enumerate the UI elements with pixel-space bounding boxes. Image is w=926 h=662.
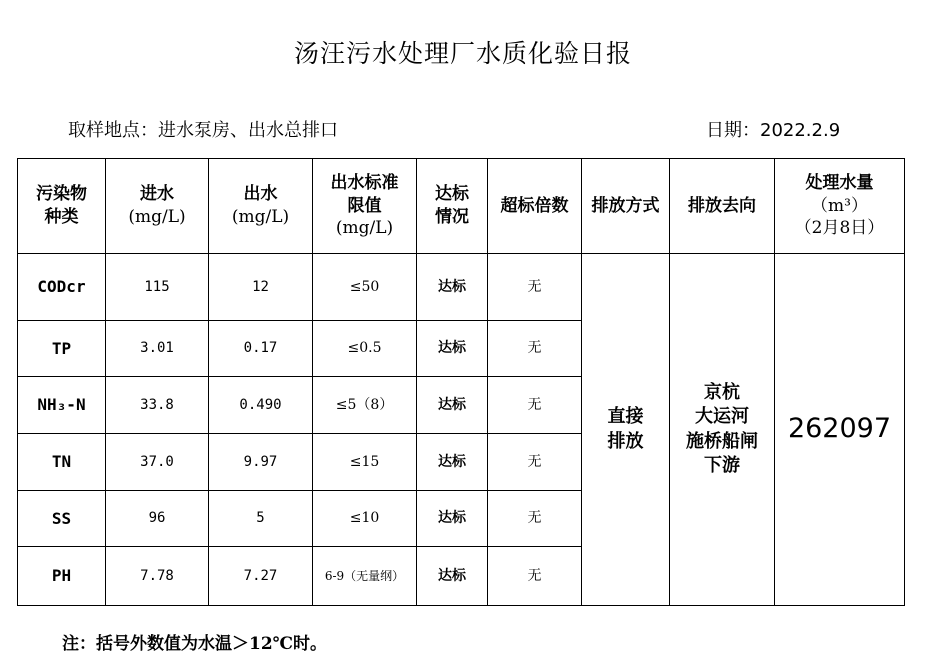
header-discharge-dest: 排放去向 xyxy=(670,159,775,254)
header-outflow: 出水 (mg/L) xyxy=(209,159,313,254)
footnote: 注：括号外数值为水温＞12℃时。 xyxy=(62,634,328,654)
header-exceed: 超标倍数 xyxy=(488,159,582,254)
inflow-value: 7.78 xyxy=(106,547,209,606)
compliance-status: 达标 xyxy=(417,547,488,606)
outflow-value: 9.97 xyxy=(209,434,313,491)
pollutant-name: SS xyxy=(18,491,106,547)
inflow-value: 37.0 xyxy=(106,434,209,491)
limit-value: ≤15 xyxy=(313,434,417,491)
pollutant-name: CODcr xyxy=(18,254,106,321)
limit-value: ≤0.5 xyxy=(313,321,417,377)
compliance-status: 达标 xyxy=(417,377,488,434)
compliance-status: 达标 xyxy=(417,254,488,321)
header-pollutant: 污染物 种类 xyxy=(18,159,106,254)
inflow-value: 96 xyxy=(106,491,209,547)
exceed-value: 无 xyxy=(488,377,582,434)
header-volume: 处理水量 （m³） （2月8日） xyxy=(775,159,905,254)
inflow-value: 33.8 xyxy=(106,377,209,434)
header-limit: 出水标准 限值 (mg/L) xyxy=(313,159,417,254)
exceed-value: 无 xyxy=(488,491,582,547)
pollutant-name: PH xyxy=(18,547,106,606)
compliance-status: 达标 xyxy=(417,321,488,377)
compliance-status: 达标 xyxy=(417,434,488,491)
outflow-value: 12 xyxy=(209,254,313,321)
inflow-value: 3.01 xyxy=(106,321,209,377)
header-inflow: 进水 (mg/L) xyxy=(106,159,209,254)
treated-volume: 262097 xyxy=(775,254,905,606)
report-title: 汤汪污水处理厂水质化验日报 xyxy=(293,39,632,68)
exceed-value: 无 xyxy=(488,434,582,491)
outflow-value: 0.17 xyxy=(209,321,313,377)
discharge-method: 直接 排放 xyxy=(582,254,670,606)
limit-value: ≤10 xyxy=(313,491,417,547)
limit-value: ≤5（8） xyxy=(313,377,417,434)
exceed-value: 无 xyxy=(488,254,582,321)
header-discharge-method: 排放方式 xyxy=(582,159,670,254)
inflow-value: 115 xyxy=(106,254,209,321)
limit-value: ≤50 xyxy=(313,254,417,321)
exceed-value: 无 xyxy=(488,321,582,377)
compliance-status: 达标 xyxy=(417,491,488,547)
limit-value: 6-9（无量纲） xyxy=(313,547,417,606)
pollutant-name: TP xyxy=(18,321,106,377)
exceed-value: 无 xyxy=(488,547,582,606)
outflow-value: 5 xyxy=(209,491,313,547)
table-row xyxy=(18,254,905,321)
sampling-location: 取样地点：进水泵房、出水总排口 xyxy=(68,120,338,141)
report-date: 日期：2022.2.9 xyxy=(706,120,841,141)
discharge-destination: 京杭 大运河 施桥船闸 下游 xyxy=(670,254,775,606)
outflow-value: 7.27 xyxy=(209,547,313,606)
water-quality-table xyxy=(17,158,905,606)
header-compliance: 达标 情况 xyxy=(417,159,488,254)
pollutant-name: NH₃-N xyxy=(18,377,106,434)
pollutant-name: TN xyxy=(18,434,106,491)
header-row xyxy=(18,159,905,254)
outflow-value: 0.490 xyxy=(209,377,313,434)
